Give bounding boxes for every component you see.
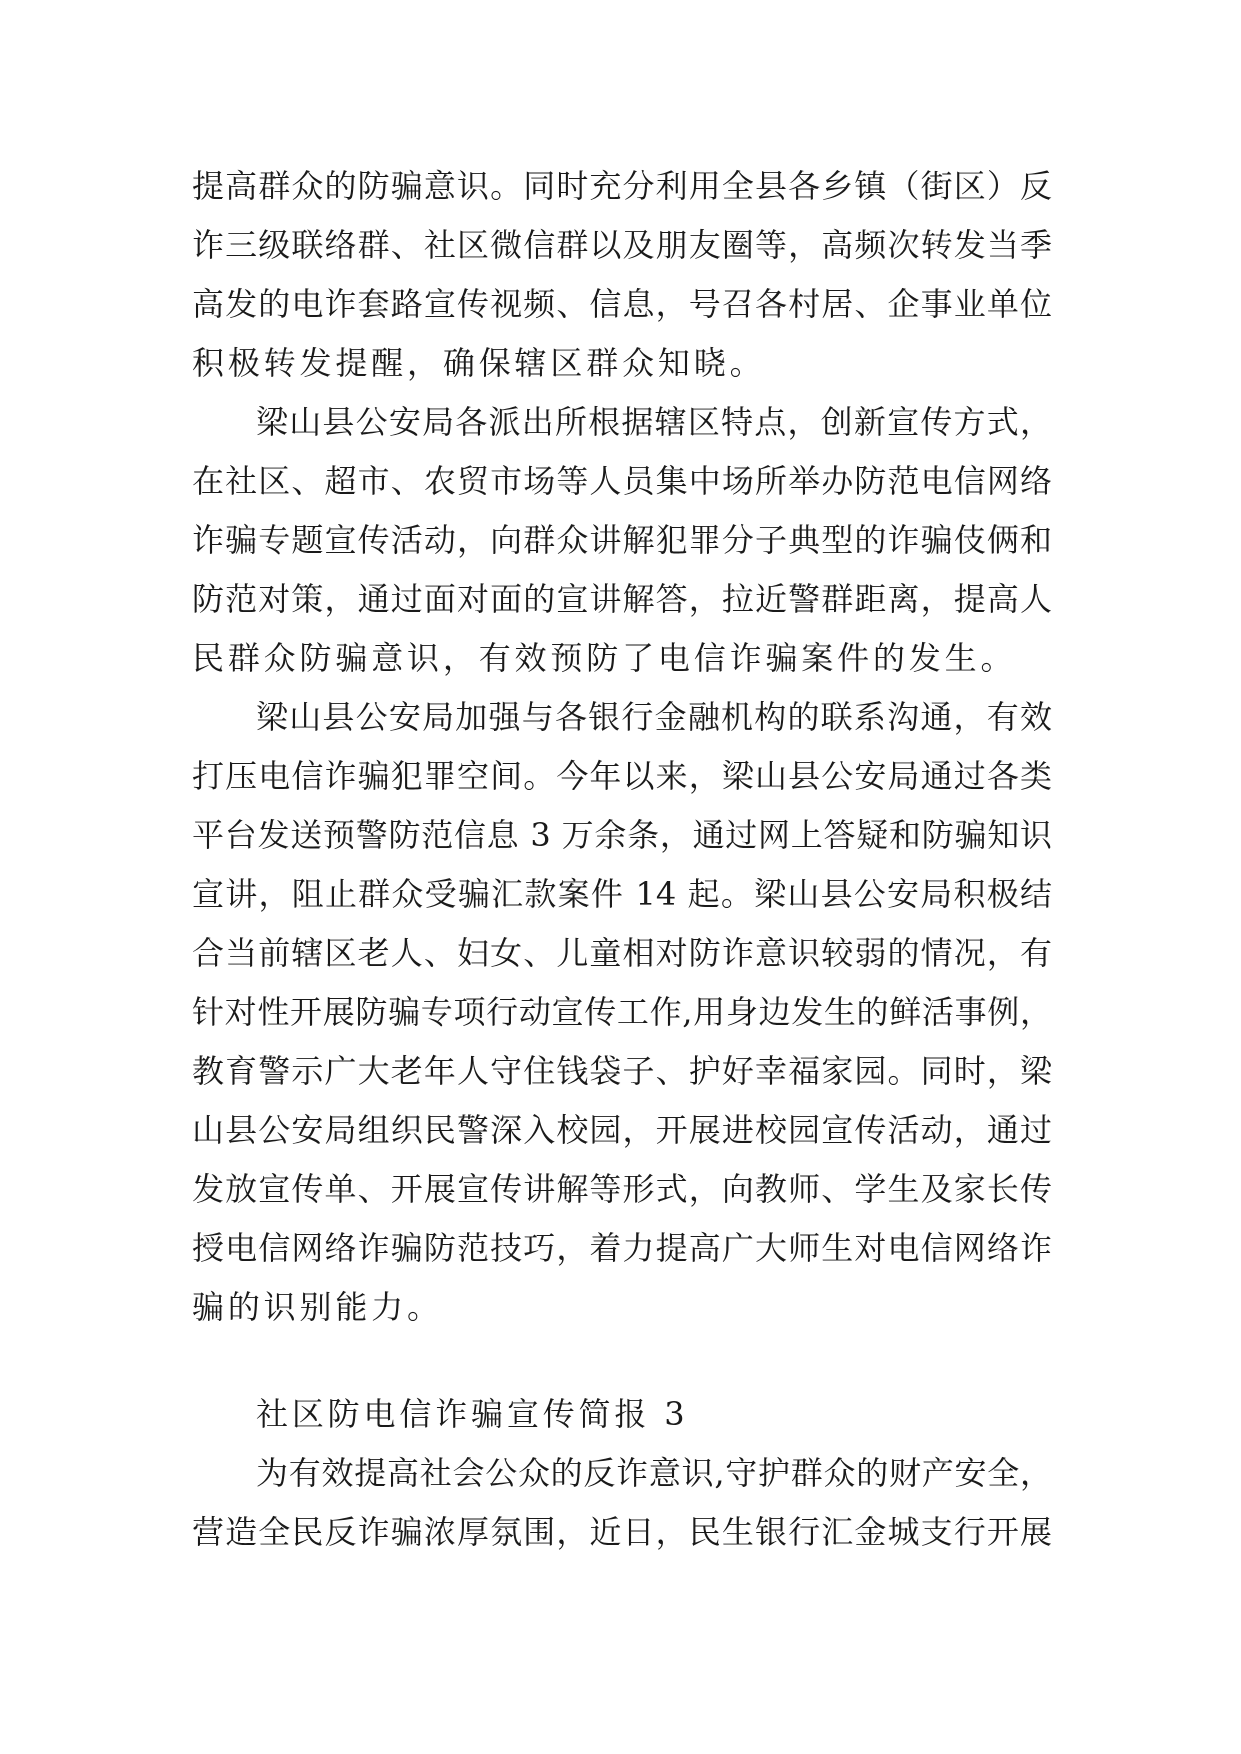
paragraph-line: 合当前辖区老人、妇女、儿童相对防诈意识较弱的情况，有 — [192, 934, 1052, 972]
paragraph-line: 打压电信诈骗犯罪空间。今年以来，梁山县公安局通过各类 — [192, 757, 1052, 795]
paragraph-line: 平台发送预警防范信息 3 万余条，通过网上答疑和防骗知识 — [192, 816, 1052, 854]
paragraph-line: 诈骗专题宣传活动，向群众讲解犯罪分子典型的诈骗伎俩和 — [192, 521, 1052, 559]
paragraph-line: 在社区、超市、农贸市场等人员集中场所举办防范电信网络 — [192, 462, 1052, 500]
section-title: 社区防电信诈骗宣传简报 3 — [256, 1395, 689, 1433]
paragraph-line: 教育警示广大老年人守住钱袋子、护好幸福家园。同时，梁 — [192, 1052, 1052, 1090]
paragraph-line: 提高群众的防骗意识。同时充分利用全县各乡镇（街区）反 — [192, 167, 1052, 205]
paragraph-line: 民群众防骗意识，有效预防了电信诈骗案件的发生。 — [192, 639, 1017, 677]
paragraph-line: 发放宣传单、开展宣传讲解等形式，向教师、学生及家长传 — [192, 1170, 1052, 1208]
paragraph-first-line: 为有效提高社会公众的反诈意识,守护群众的财产安全， — [256, 1454, 1052, 1492]
paragraph-line: 积极转发提醒，确保辖区群众知晓。 — [192, 344, 766, 382]
paragraph-first-line: 梁山县公安局加强与各银行金融机构的联系沟通，有效 — [256, 698, 1052, 736]
paragraph-line: 高发的电诈套路宣传视频、信息，号召各村居、企事业单位 — [192, 285, 1052, 323]
paragraph-line: 授电信网络诈骗防范技巧，着力提高广大师生对电信网络诈 — [192, 1229, 1052, 1267]
paragraph-line: 宣讲，阻止群众受骗汇款案件 14 起。梁山县公安局积极结 — [192, 875, 1052, 913]
paragraph-line: 山县公安局组织民警深入校园，开展进校园宣传活动，通过 — [192, 1111, 1052, 1149]
paragraph-line: 针对性开展防骗专项行动宣传工作,用身边发生的鲜活事例， — [192, 993, 1052, 1031]
paragraph-first-line: 梁山县公安局各派出所根据辖区特点，创新宣传方式， — [256, 403, 1052, 441]
paragraph-line: 骗的识别能力。 — [192, 1288, 443, 1326]
paragraph-line: 营造全民反诈骗浓厚氛围，近日，民生银行汇金城支行开展 — [192, 1513, 1052, 1551]
paragraph-line: 防范对策，通过面对面的宣讲解答，拉近警群距离，提高人 — [192, 580, 1052, 618]
paragraph-line: 诈三级联络群、社区微信群以及朋友圈等，高频次转发当季 — [192, 226, 1052, 264]
